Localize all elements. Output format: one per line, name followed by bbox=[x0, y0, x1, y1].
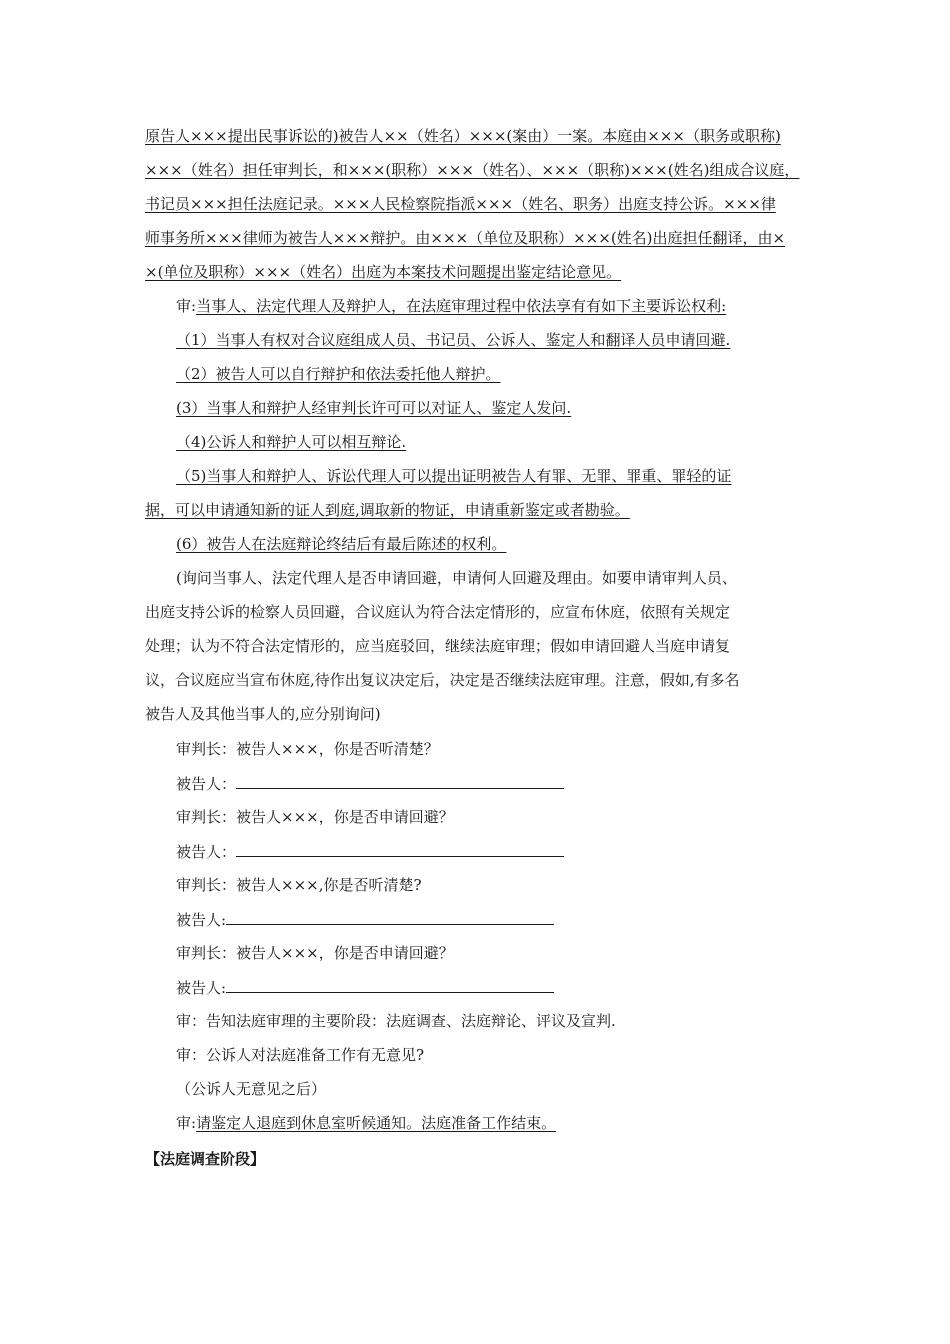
note-line-4: 议，合议庭应当宣布休庭,待作出复议决定后，决定是否继续法庭审理。注意，假如,有多名 bbox=[145, 671, 740, 689]
answer-4 bbox=[176, 977, 554, 998]
right-item-1: （1）当事人有权对合议庭组成人员、书记员、公诉人、鉴定人和翻译人员申请回避. bbox=[176, 331, 731, 349]
intro-line-5: ×(单位及职称）×××（姓名）出庭为本案技术问题提出鉴定结论意见。 bbox=[145, 263, 622, 281]
question-2: 审判长：被告人×××，你是否申请回避？ bbox=[176, 808, 454, 826]
section-heading: 【法庭调查阶段】 bbox=[145, 1150, 266, 1168]
question-1: 审判长：被告人×××，你是否听清楚？ bbox=[176, 740, 439, 758]
answer-1 bbox=[176, 773, 564, 794]
right-item-2: （2）被告人可以自行辩护和依法委托他人辩护。 bbox=[176, 365, 501, 383]
answer-2-label: 被告人： bbox=[176, 843, 237, 861]
intro-line-3: 书记员×××担任法庭记录。×××人民检察院指派×××（姓名、职务）出庭支持公诉。×××律 bbox=[145, 195, 776, 213]
answer-3 bbox=[176, 909, 554, 930]
intro-line-1: 原告人×××提出民事诉讼的)被告人××（姓名）×××(案由）一案。本庭由×××（职务或职称) bbox=[145, 127, 781, 145]
intro-line-4: 师事务所×××律师为被告人×××辩护。由×××（单位及职称）×××(姓名)出庭担任翻译，由× bbox=[145, 229, 786, 247]
closing-line-1: 审：告知法庭审理的主要阶段：法庭调查、法庭辩论、评议及宣判. bbox=[176, 1012, 616, 1030]
closing-line-4-text: 请鉴定人退庭到休息室听候通知。法庭准备工作结束。 bbox=[196, 1114, 557, 1132]
note-line-2: 出庭支持公诉的检察人员回避，合议庭认为符合法定情形的，应宣布休庭，依照有关规定 bbox=[145, 603, 731, 621]
answer-1-label: 被告人： bbox=[176, 775, 237, 793]
note-line-1: (询问当事人、法定代理人是否申请回避，申请何人回避及理由。如要申请审判人员、 bbox=[176, 569, 737, 587]
note-line-5: 被告人及其他当事人的,应分别询问) bbox=[145, 705, 381, 723]
right-item-5a: （5)当事人和辩护人、诉讼代理人可以提出证明被告人有罪、无罪、罪重、罪轻的证 bbox=[176, 467, 732, 485]
closing-line-4 bbox=[176, 1113, 556, 1133]
answer-3-label: 被告人: bbox=[176, 911, 227, 929]
right-item-5b: 据，可以申请通知新的证人到庭,调取新的物证，申请重新鉴定或者勘验。 bbox=[145, 501, 630, 519]
answer-1-blank bbox=[236, 773, 564, 789]
closing-line-2: 审：公诉人对法庭准备工作有无意见? bbox=[176, 1046, 425, 1064]
rights-intro bbox=[176, 296, 726, 316]
right-item-6: (6）被告人在法庭辩论终结后有最后陈述的权利。 bbox=[176, 535, 507, 553]
intro-line-2: ×××（姓名）担任审判长，和×××(职称）×××（姓名）、×××（职称)×××(姓名)组成合议庭， bbox=[145, 161, 800, 179]
answer-4-blank bbox=[226, 977, 554, 993]
answer-2-blank bbox=[236, 841, 564, 857]
question-4: 审判长：被告人×××，你是否申请回避？ bbox=[176, 944, 454, 962]
answer-3-blank bbox=[226, 909, 554, 925]
right-item-4: （4)公诉人和辩护人可以相互辩论. bbox=[176, 433, 407, 451]
rights-prefix: 审: bbox=[176, 297, 197, 315]
answer-2 bbox=[176, 841, 564, 862]
closing-line-3: （公诉人无意见之后） bbox=[176, 1080, 327, 1098]
closing-line-4-prefix: 审: bbox=[176, 1114, 197, 1132]
rights-intro-text: 当事人、法定代理人及辩护人，在法庭审理过程中依法享有有如下主要诉讼权利: bbox=[196, 297, 727, 315]
answer-4-label: 被告人: bbox=[176, 979, 227, 997]
note-line-3: 处理；认为不符合法定情形的，应当庭驳回，继续法庭审理；假如申请回避人当庭申请复 bbox=[145, 637, 731, 655]
right-item-3: (3）当事人和辩护人经审判长许可可以对证人、鉴定人发问. bbox=[176, 399, 572, 417]
question-3: 审判长：被告人×××,你是否听清楚? bbox=[176, 876, 422, 894]
